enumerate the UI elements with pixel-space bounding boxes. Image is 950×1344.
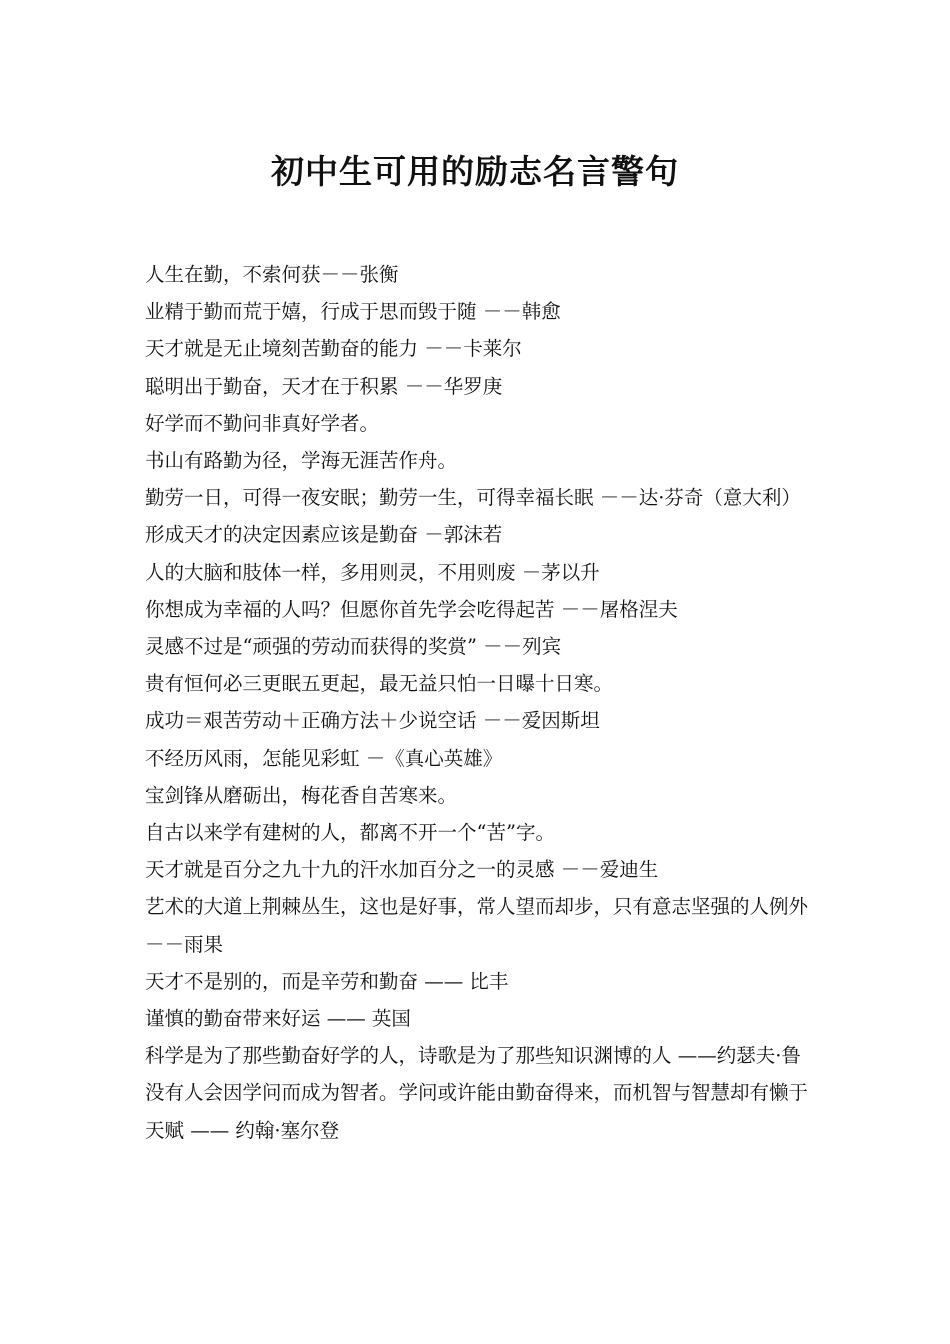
quote-item: 宝剑锋从磨砺出，梅花香自苦寒来。 bbox=[145, 783, 458, 807]
quote-item: 艺术的大道上荆棘丛生，这也是好事，常人望而却步，只有意志坚强的人例外 －－雨果 bbox=[145, 895, 809, 956]
quote-item: 人生在勤，不索何获－－张衡 bbox=[145, 263, 399, 286]
quote-item: 自古以来学有建树的人，都离不开一个“苦”字。 bbox=[145, 821, 555, 845]
quote-item: 谨慎的勤奋带来好运 —— 英国 bbox=[145, 1007, 411, 1031]
quote-item: 天才就是无止境刻苦勤奋的能力 －－卡莱尔 bbox=[145, 337, 522, 361]
quote-item: 勤劳一日，可得一夜安眠；勤劳一生，可得幸福长眠 －－达·芬奇（意大利） bbox=[145, 486, 801, 510]
quote-item: 没有人会因学问而成为智者。学问或许能由勤奋得来，而机智与智慧却有懒于天赋 —— 约翰·塞尔登 bbox=[145, 1081, 809, 1142]
quote-item: 业精于勤而荒于嬉，行成于思而毁于随 －－韩愈 bbox=[145, 300, 561, 324]
quote-item: 书山有路勤为径，学海无涯苦作舟。 bbox=[145, 449, 458, 473]
quote-item: 好学而不勤问非真好学者。 bbox=[145, 411, 380, 435]
quote-item: 天才就是百分之九十九的汗水加百分之一的灵感 －－爱迪生 bbox=[145, 858, 659, 882]
page-title: 初中生可用的励志名言警句 bbox=[271, 152, 679, 192]
quote-item: 聪明出于勤奋，天才在于积累 －－华罗庚 bbox=[145, 374, 503, 398]
quote-item: 天才不是别的，而是辛劳和勤奋 —— 比丰 bbox=[145, 969, 509, 993]
quote-item: 人的大脑和肢体一样，多用则灵，不用则废 －茅以升 bbox=[145, 560, 600, 584]
quote-item: 贵有恒何必三更眠五更起，最无益只怕一日曝十日寒。 bbox=[145, 672, 614, 696]
quote-item: 灵感不过是“顽强的劳动而获得的奖赏” －－列宾 bbox=[145, 635, 562, 659]
quote-item: 形成天才的决定因素应该是勤奋 －郭沫若 bbox=[145, 523, 503, 547]
quote-item: 科学是为了那些勤奋好学的人，诗歌是为了那些知识渊博的人 ——约瑟夫·鲁 bbox=[145, 1044, 801, 1068]
quote-item: 你想成为幸福的人吗？但愿你首先学会吃得起苦 －－屠格涅夫 bbox=[145, 597, 678, 621]
quote-item: 不经历风雨，怎能见彩虹 －《真心英雄》 bbox=[145, 746, 503, 770]
quote-list bbox=[145, 256, 813, 1149]
quote-item: 成功＝艰苦劳动＋正确方法＋少说空话 －－爱因斯坦 bbox=[145, 709, 600, 733]
